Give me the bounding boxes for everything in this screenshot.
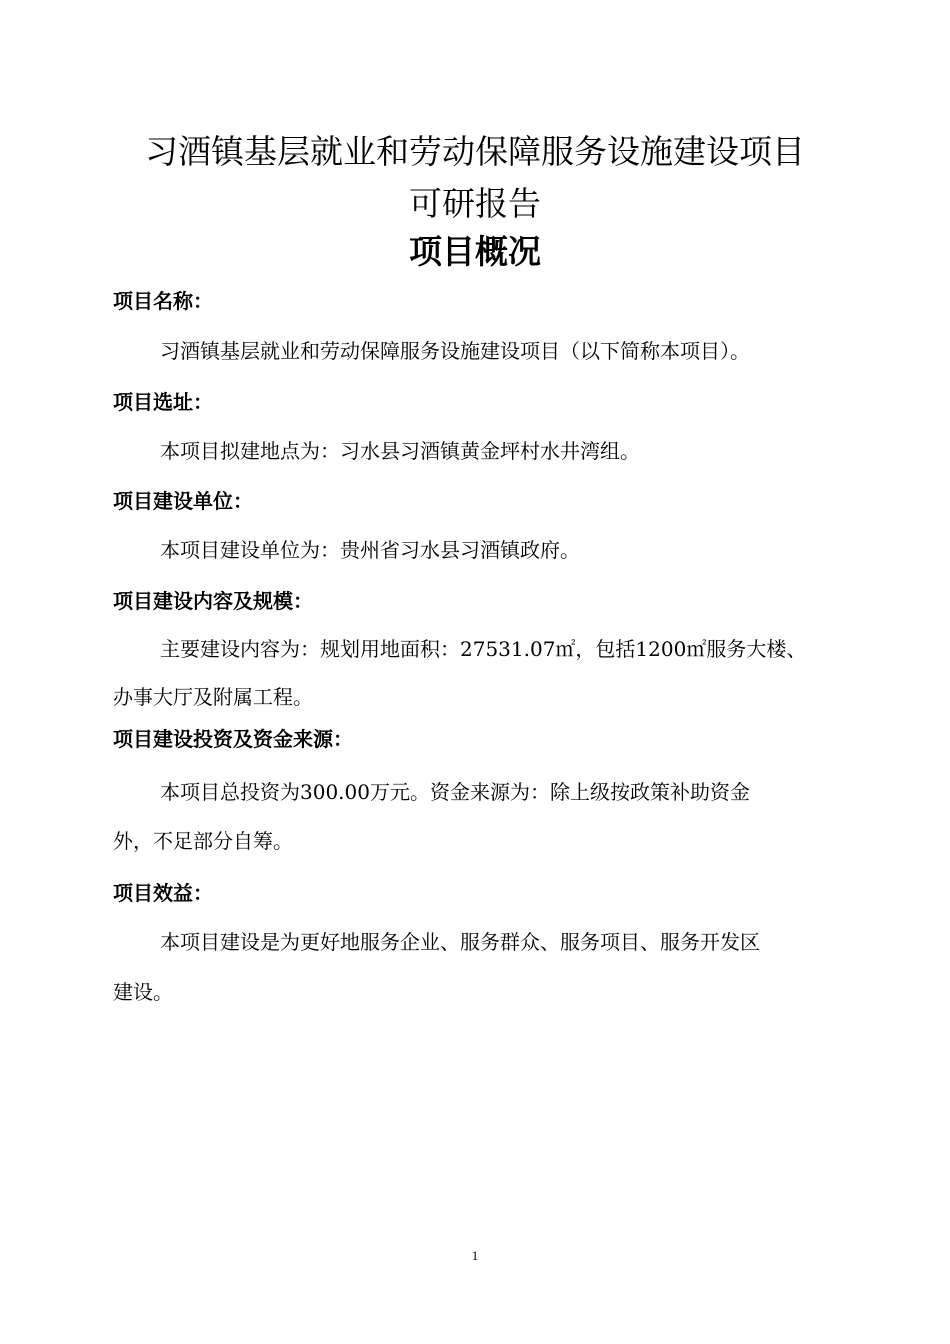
heading-project-benefits: 项目效益： bbox=[113, 881, 213, 905]
paragraph-construction-unit: 本项目建设单位为：贵州省习水县习酒镇政府。 bbox=[160, 538, 580, 562]
document-title-line-1: 习酒镇基层就业和劳动保障服务设施建设项目 bbox=[145, 132, 805, 171]
paragraph-project-benefits-line-2: 建设。 bbox=[113, 980, 173, 1004]
paragraph-investment-funding-line-2: 外，不足部分自筹。 bbox=[113, 829, 293, 853]
paragraph-construction-content-line-2: 办事大厅及附属工程。 bbox=[113, 685, 313, 709]
heading-construction-content: 项目建设内容及规模： bbox=[113, 589, 313, 613]
page-number: 1 bbox=[471, 1248, 479, 1263]
heading-construction-unit: 项目建设单位： bbox=[113, 489, 253, 513]
heading-project-name: 项目名称： bbox=[113, 289, 213, 313]
heading-investment-funding: 项目建设投资及资金来源： bbox=[113, 727, 353, 751]
paragraph-construction-content-line-1: 主要建设内容为：规划用地面积：27531.07㎡，包括1200㎡服务大楼、 bbox=[160, 637, 807, 661]
paragraph-investment-funding-line-1: 本项目总投资为300.00万元。资金来源为：除上级按政策补助资金 bbox=[160, 780, 750, 804]
paragraph-project-benefits-line-1: 本项目建设是为更好地服务企业、服务群众、服务项目、服务开发区 bbox=[160, 930, 760, 954]
heading-project-location: 项目选址： bbox=[113, 390, 213, 414]
paragraph-project-name: 习酒镇基层就业和劳动保障服务设施建设项目（以下简称本项目）。 bbox=[160, 339, 750, 363]
paragraph-project-location: 本项目拟建地点为：习水县习酒镇黄金坪村水井湾组。 bbox=[160, 439, 640, 463]
section-title-overview: 项目概况 bbox=[409, 232, 541, 271]
document-title-line-2: 可研报告 bbox=[409, 184, 541, 223]
